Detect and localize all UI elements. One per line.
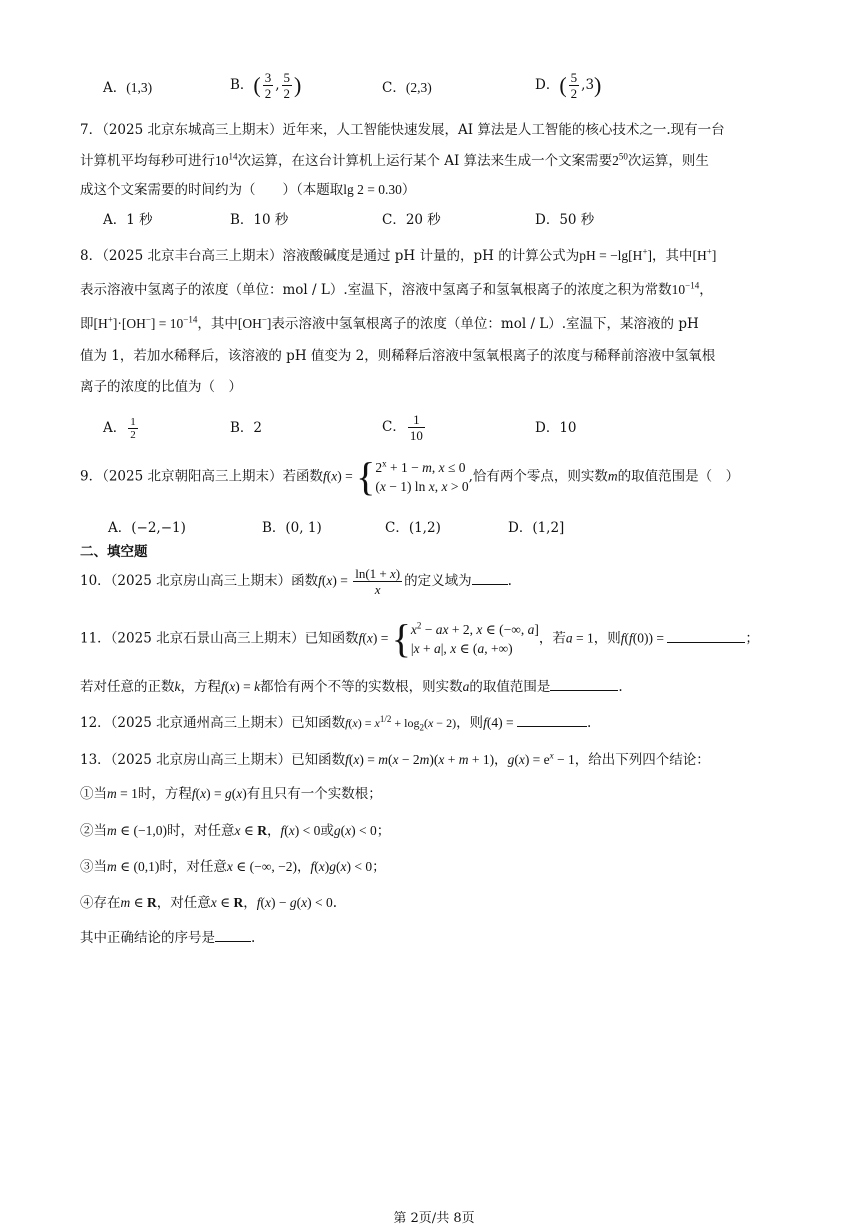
q13-statement-3: ③当m ∈ (0,1)时，对任意x ∈ (−∞, −2)，f(x)g(x) < 0； [80,859,386,875]
q7-option-d: D．50 秒 [535,212,595,228]
q8-line3: 即$[H^+]\cdot[OH^-] = 10^{-14}$，其中[OH−]表示溶液中氢氧根离子的浓度（单位：mol / L）.室温下，某溶液的 pH [80,314,699,332]
section-fill-in-title: 二、填空题 [80,544,148,560]
q12-stem: 12．（2025 北京通州高三上期末）已知函数$f(x) = x^{1/2} + \log_2(x - 2)$，则f(4) = . [80,714,592,733]
q13-stem: 13．（2025 北京房山高三上期末）已知函数f(x) = m(x − 2m)(x + m + 1)，$g(x) = e^x - 1$，给出下列四个结论： [80,750,710,768]
q8-line2: 表示溶液中氢离子的浓度（单位：mol / L）.室温下，溶液中氢离子和氢氧根离子的浓度之积为常数$10^{-14}$， [80,280,713,298]
q9-option-a: A．(−2,−1) [108,520,186,536]
q8-option-b: B．2 [230,420,263,436]
q11-stem: 11．（2025 北京石景山高三上期末）已知函数$f(x) = \{x^2$ − ax + 2, x ∈ (−∞, a] |x + a|, x ∈ (a, +∞)，若a = 1，则f(f(0)) = ； [80,616,759,661]
q7-line2: 计算机平均每秒可进行$10^{14}$次运算，在这台计算机上运行某个 AI 算法来生成一个文案需要$2^{50}$次运算，则生 [80,151,709,169]
q8-option-c: C． $\frac{1}{10}$ [382,412,423,443]
q8-line1: 8．（2025 北京丰台高三上期末）溶液酸碱度是通过 pH 计量的，pH 的计算公式为pH = −lg[H+]，其中[H+] [80,246,717,264]
q13-statement-2: ②当m ∈ (−1,0)时，对任意x ∈ R，f(x) < 0或g(x) < 0； [80,823,391,839]
page-footer: 第 2页/共 8页 [393,1211,475,1226]
q6-option-c: C．(2,3) [382,80,432,96]
q6-option-b: B．( $\frac{3}{2}$ , $\frac{5}{2}$ ) [230,70,302,101]
q9-option-b: B．(0, 1) [262,520,322,536]
q7-line3: 成这个文案需要的时间约为（ ）（本题取lg 2 = 0.30） [80,182,416,198]
q7-line1: 7．（2025 北京东城高三上期末）近年来，人工智能快速发展，AI 算法是人工智能的核心技术之一.现有一台 [80,122,725,138]
q9-option-d: D．(1,2] [508,520,565,536]
q9-stem: 9．（2025 北京朝阳高三上期末）若函数$f(x) = \{2^x + 1 - m$, x ≤ 0 (x − 1) ln x, x > 0,恰有两个零点，则实数m的取值范围是（ ） [80,454,740,499]
q6-option-d: D．( $\frac{5}{2}$ ,3) [535,70,602,101]
q7-option-c: C．20 秒 [382,212,441,228]
q8-option-d: D．10 [535,420,577,436]
q8-line5: 离子的浓度的比值为（ ） [80,379,242,395]
q9-option-c: C．(1,2) [385,520,441,536]
q11-line2: 若对任意的正数k，方程f(x) = k都恰有两个不等的实数根，则实数a的取值范围是 . [80,676,623,697]
q13-statement-1: ①当m = 1时，方程f(x) = g(x)有且只有一个实数根； [80,786,382,802]
q8-option-a: A． $\frac{1}{2}$ [103,416,136,441]
q7-option-b: B．10 秒 [230,212,289,228]
q13-conclusion: 其中正确结论的序号是 . [80,927,255,948]
q8-line4: 值为 1，若加水稀释后，该溶液的 pH 值变为 2，则稀释后溶液中氢氧根离子的浓度与稀释前溶液中氢氧根 [80,348,716,364]
q7-option-a: A．1 秒 [103,212,153,228]
q6-option-a: A．(1,3) [103,80,153,96]
q10-stem: 10．（2025 北京房山高三上期末）函数f(x) = $\frac{\ln(1 + x)}{x}$ 的定义域为 . [80,566,512,597]
q13-statement-4: ④存在m ∈ R，对任意x ∈ R，f(x) − g(x) < 0. [80,895,338,911]
